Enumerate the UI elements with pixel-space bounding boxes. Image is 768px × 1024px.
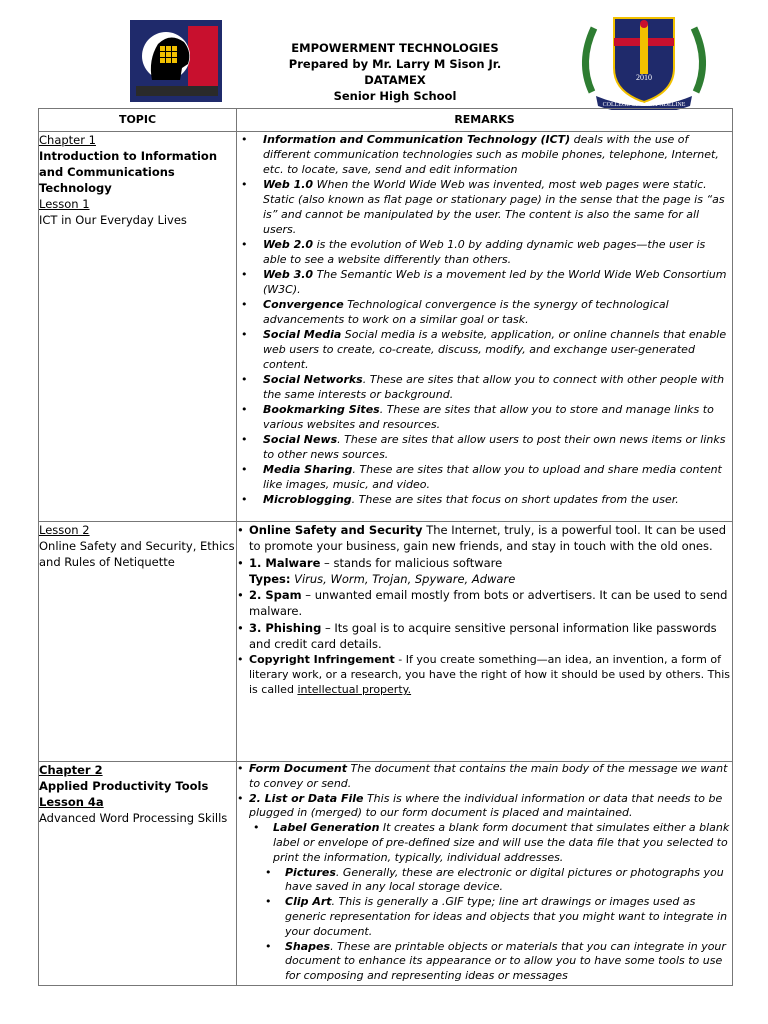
term: Bookmarking Sites bbox=[263, 403, 380, 416]
list-item bbox=[237, 432, 732, 462]
definition: The document that contains the main body of the message we want to convey or send. bbox=[249, 762, 728, 790]
definition: . These are sites that allow you to upload and share media content like images, music, and video. bbox=[263, 463, 722, 491]
remarks-cell bbox=[237, 132, 733, 522]
term: Media Sharing bbox=[263, 463, 353, 476]
table-row bbox=[39, 522, 733, 762]
chapter-title: Introduction to Information and Communications Technology bbox=[39, 149, 218, 195]
types-list: Virus, Worm, Trojan, Spyware, Adware bbox=[290, 571, 516, 586]
term: 2. List or Data File bbox=[249, 791, 364, 805]
chapter-label: Chapter 1 bbox=[39, 133, 96, 147]
term: Online Safety and Security bbox=[249, 523, 423, 537]
list-item bbox=[237, 555, 732, 588]
column-header-remarks: REMARKS bbox=[237, 109, 733, 132]
list-item bbox=[237, 652, 732, 697]
list-item bbox=[237, 462, 732, 492]
term: Shapes bbox=[285, 939, 331, 953]
definition: This is where the individual information or data that needs to be plugged in (merged) to our form document is placed and maintained. bbox=[249, 791, 723, 820]
list-item bbox=[237, 327, 732, 372]
term: 1. Malware bbox=[249, 555, 321, 570]
definition: . These are sites that allow you to connect with other people with the same interests or background. bbox=[263, 373, 725, 401]
list-item bbox=[237, 522, 732, 555]
list-item bbox=[237, 492, 732, 507]
term: Web 2.0 bbox=[263, 238, 314, 251]
remarks-cell bbox=[237, 762, 733, 986]
definition: . This is generally a .GIF type; line art drawings or images used as generic representation for ideas and objects that you might want to integrate in your document. bbox=[285, 895, 728, 938]
definition: - If you create something—an idea, an invention, a form of literary work, or a research, you have the right of how it should be used by others. This is called bbox=[249, 653, 731, 697]
topics-table bbox=[38, 108, 733, 986]
lesson-label: Lesson 1 bbox=[39, 197, 90, 211]
header-title-block bbox=[240, 40, 550, 104]
term: Social News bbox=[263, 433, 338, 446]
datamex-logo bbox=[130, 20, 222, 102]
term: Social Networks bbox=[263, 373, 363, 386]
term: Pictures bbox=[285, 865, 336, 879]
list-item bbox=[237, 402, 732, 432]
lesson-label: Lesson 4a bbox=[39, 795, 104, 809]
term: Convergence bbox=[263, 298, 344, 311]
list-item bbox=[237, 587, 732, 620]
term: Form Document bbox=[249, 762, 347, 775]
definition: . These are sites that focus on short updates from the user. bbox=[351, 493, 679, 506]
term: Clip Art bbox=[285, 895, 332, 909]
course-title: EMPOWERMENT TECHNOLOGIES bbox=[291, 41, 499, 55]
term: Information and Communication Technology (ICT) bbox=[263, 133, 571, 146]
topic-cell bbox=[39, 762, 237, 986]
definition: When the World Wide Web was invented, most web pages were static. Static (also known as flat page or stationary page) in the sense that the page is “as is” and cannot be manipulated by the user. The content is also the same for all users. bbox=[263, 178, 725, 236]
definition: The Semantic Web is a movement led by the World Wide Web Consortium (W3C). bbox=[263, 268, 727, 296]
list-item bbox=[237, 620, 732, 653]
lesson-label: Lesson 2 bbox=[39, 523, 90, 537]
term: Label Generation bbox=[273, 821, 380, 835]
definition: The Internet, truly, is a powerful tool. It can be used to promote your business, gain new friends, and stay in touch with the old ones. bbox=[249, 523, 726, 554]
term: 3. Phishing bbox=[249, 620, 322, 635]
list-item bbox=[237, 267, 732, 297]
list-item bbox=[237, 866, 732, 896]
term: Social Media bbox=[263, 328, 342, 341]
term: Microblogging bbox=[263, 493, 352, 506]
definition: . These are sites that allow users to post their own news items or links to other news sources. bbox=[263, 433, 726, 461]
lesson-title: ICT in Our Everyday Lives bbox=[39, 213, 187, 227]
topic-cell bbox=[39, 132, 237, 522]
list-item bbox=[237, 132, 732, 177]
list-item bbox=[237, 177, 732, 237]
intellectual-property-term: intellectual property. bbox=[297, 683, 412, 697]
definition: . Generally, these are electronic or digital pictures or photographs you have saved in any local storage device. bbox=[285, 865, 724, 894]
list-item bbox=[237, 237, 732, 267]
seal-text: COLLEGE OF SAINT ADELINE bbox=[602, 102, 686, 108]
definition: . These are sites that allow you to store and manage links to various websites and resources. bbox=[263, 403, 714, 431]
term: Copyright Infringement bbox=[249, 653, 395, 667]
list-item bbox=[237, 372, 732, 402]
column-header-topic: TOPIC bbox=[39, 109, 237, 132]
definition: . These are printable objects or materials that you can integrate in your document to enhance its appearance or to allow you to have some tools to use for composing and representing ideas or messages bbox=[285, 939, 726, 983]
chapter-label: Chapter 2 bbox=[39, 763, 103, 777]
remarks-cell bbox=[237, 522, 733, 762]
list-item bbox=[237, 895, 732, 939]
table-header-row bbox=[39, 109, 733, 132]
definition: Technological convergence is the synergy of technological advancements to work on a similar goal or task. bbox=[263, 298, 669, 326]
term: 2. Spam bbox=[249, 588, 302, 603]
seal-year: 2010 bbox=[636, 73, 652, 82]
term: Web 1.0 bbox=[263, 178, 314, 191]
definition: is the evolution of Web 1.0 by adding dynamic web pages—the user is able to see a website differently than others. bbox=[263, 238, 706, 266]
college-seal-logo bbox=[574, 12, 714, 110]
school-level: Senior High School bbox=[333, 89, 457, 103]
definition: – unwanted email mostly from bots or advertisers. It can be used to send malware. bbox=[249, 588, 728, 619]
list-item bbox=[237, 792, 732, 822]
list-item bbox=[237, 297, 732, 327]
definition: deals with the use of different communication technologies such as mobile phones, telephone, Internet, etc. to locate, save, send and edit information bbox=[263, 133, 719, 176]
org-name: DATAMEX bbox=[364, 73, 426, 87]
list-item bbox=[237, 940, 732, 984]
definition: It creates a blank form document that simulates either a blank label or envelope of pre-defined size and will use the data file that you selected to print the information, typically, individual addresses. bbox=[273, 821, 730, 864]
lesson-title: Online Safety and Security, Ethics and Rules of Netiquette bbox=[39, 539, 235, 569]
list-item bbox=[237, 821, 732, 865]
table-row bbox=[39, 762, 733, 986]
list-item bbox=[237, 762, 732, 792]
chapter-title: Applied Productivity Tools bbox=[39, 779, 209, 793]
table-row bbox=[39, 132, 733, 522]
lesson-title: Advanced Word Processing Skills bbox=[39, 811, 228, 825]
prepared-by: Prepared by Mr. Larry M Sison Jr. bbox=[288, 57, 502, 71]
types-label: Types: bbox=[249, 571, 291, 586]
definition: – stands for malicious software bbox=[320, 555, 503, 570]
definition: Social media is a website, application, or online channels that enable web users to create, co-create, discuss, modify, and exchange user-generated content. bbox=[263, 328, 727, 371]
definition: – Its goal is to acquire sensitive personal information like passwords and credit card details. bbox=[249, 620, 717, 652]
term: Web 3.0 bbox=[263, 268, 314, 281]
document-header bbox=[0, 0, 768, 108]
topic-cell bbox=[39, 522, 237, 762]
